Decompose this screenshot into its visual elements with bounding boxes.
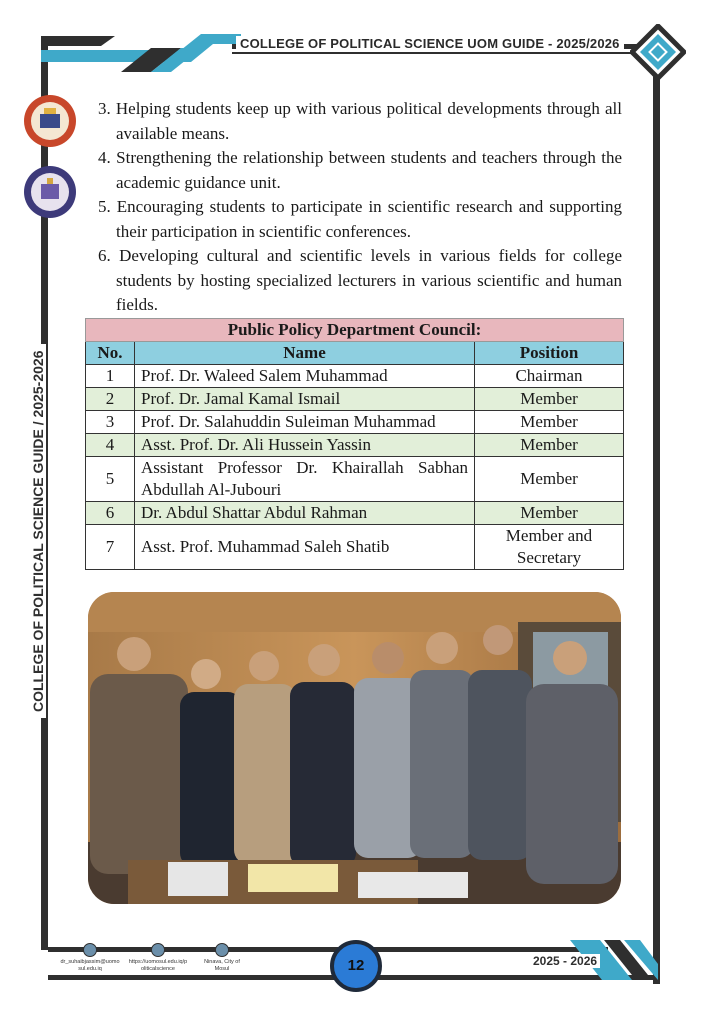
top-left-stripes-decoration — [41, 28, 241, 72]
footer-location-text: Ninava, City of Mosul — [204, 959, 240, 972]
footer-location — [198, 943, 246, 973]
council-group-photo — [88, 592, 621, 904]
list-item: 5. Encouraging students to participate in scientific research and supporting their participation in scientific conferences. — [98, 197, 622, 241]
table-caption: Public Policy Department Council: — [86, 319, 624, 342]
table-row — [86, 502, 624, 525]
cell-position: Member and Secretary — [475, 525, 624, 570]
cell-no: 3 — [86, 411, 135, 434]
table-row — [86, 365, 624, 388]
cell-position: Member — [475, 388, 624, 411]
footer-website-text: https://uomosul.edu.iq/politicalscience — [128, 959, 188, 972]
college-logo — [23, 165, 77, 219]
cell-position: Member — [475, 457, 624, 502]
university-logo — [23, 94, 77, 148]
cell-no: 1 — [86, 365, 135, 388]
table-row — [86, 457, 624, 502]
footer-website[interactable] — [128, 943, 188, 973]
table-row — [86, 434, 624, 457]
objectives-list — [86, 97, 622, 318]
top-right-emblem — [630, 24, 686, 80]
cell-no: 7 — [86, 525, 135, 570]
globe-icon — [151, 943, 165, 957]
cell-name: Asst. Prof. Muhammad Saleh Shatib — [135, 525, 475, 570]
cell-position: Member — [475, 434, 624, 457]
table-row — [86, 411, 624, 434]
cell-name: Asst. Prof. Dr. Ali Hussein Yassin — [135, 434, 475, 457]
side-title: COLLEGE OF POLITICAL SCIENCE GUIDE / 2025-2026 — [30, 345, 46, 719]
cell-no: 5 — [86, 457, 135, 502]
council-table — [85, 318, 624, 570]
footer-year: 2025 - 2026 — [530, 954, 600, 968]
cell-no: 2 — [86, 388, 135, 411]
cell-position: Member — [475, 411, 624, 434]
list-item: 3. Helping students keep up with various political developments through all available means. — [98, 99, 622, 143]
cell-name: Dr. Abdul Shattar Abdul Rahman — [135, 502, 475, 525]
cell-position: Member — [475, 502, 624, 525]
council-table-section — [85, 318, 624, 570]
header-name: Name — [135, 342, 475, 365]
list-item: 4. Strengthening the relationship between students and teachers through the academic guidance unit. — [98, 148, 622, 192]
cell-name: Assistant Professor Dr. Khairallah Sabhan Abdullah Al-Jubouri — [135, 457, 475, 502]
cell-no: 4 — [86, 434, 135, 457]
page-number: 12 — [330, 940, 382, 992]
list-item: 6. Developing cultural and scientific levels in various fields for college students by hosting specialized lecturers in various scientific and human fields. — [98, 246, 622, 314]
frame-right-border — [653, 66, 660, 984]
footer-email[interactable] — [60, 943, 120, 973]
header-title: COLLEGE OF POLITICAL SCIENCE UOM GUIDE - 2025/2026 — [236, 36, 624, 51]
footer-email-text: dr_suhaibjassim@uomosul.edu.iq — [60, 959, 120, 972]
cell-name: Prof. Dr. Jamal Kamal Ismail — [135, 388, 475, 411]
table-row — [86, 525, 624, 570]
header-position: Position — [475, 342, 624, 365]
frame-top-border-thin — [232, 52, 652, 54]
cell-name: Prof. Dr. Waleed Salem Muhammad — [135, 365, 475, 388]
email-icon — [83, 943, 97, 957]
cell-position: Chairman — [475, 365, 624, 388]
cell-no: 6 — [86, 502, 135, 525]
table-row — [86, 388, 624, 411]
header-no: No. — [86, 342, 135, 365]
cell-name: Prof. Dr. Salahuddin Suleiman Muhammad — [135, 411, 475, 434]
location-pin-icon — [215, 943, 229, 957]
